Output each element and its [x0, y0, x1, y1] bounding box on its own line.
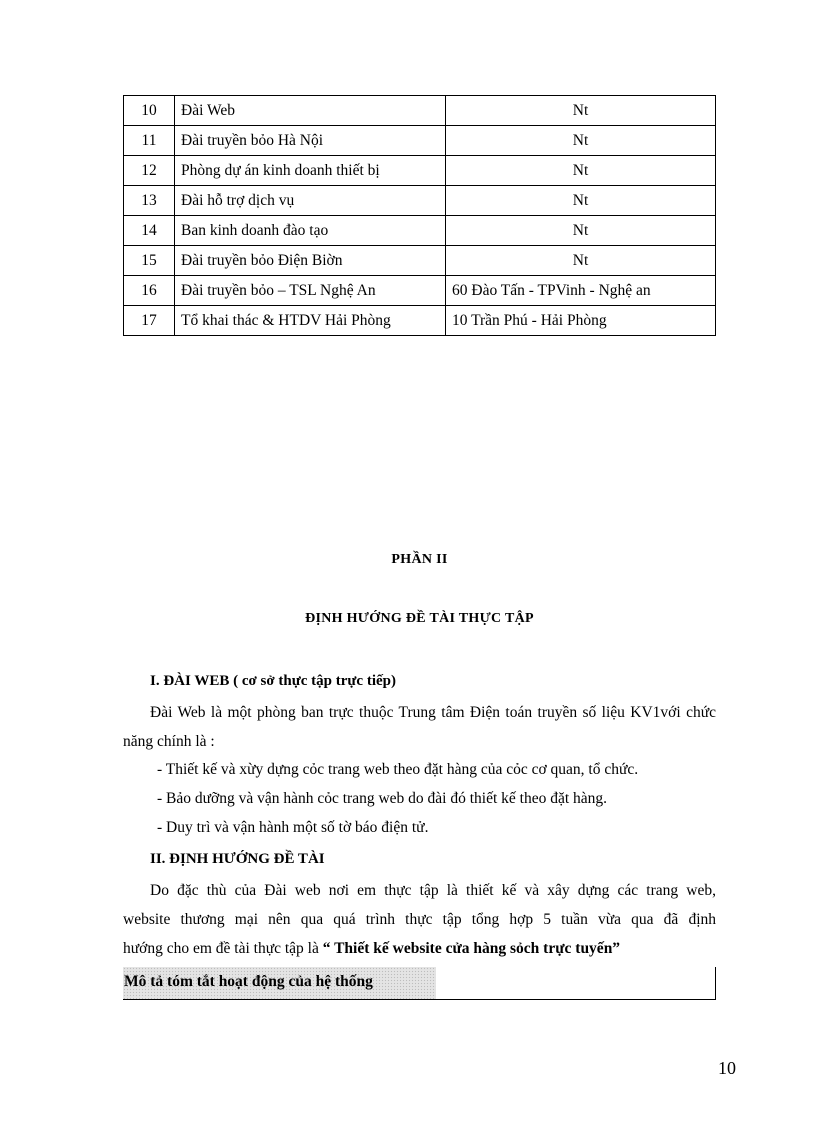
unit-name: Đài Web	[175, 96, 446, 126]
table-row	[124, 276, 716, 306]
paragraph-line: website thương mại nên qua quá trình thực tập tổng hợp 5 tuần vừa qua đã định	[123, 911, 716, 928]
unit-name: Phòng dự án kinh doanh thiết bị	[175, 156, 446, 186]
unit-table	[123, 95, 716, 336]
table-row	[124, 186, 716, 216]
row-number: 12	[124, 156, 175, 186]
unit-name: Ban kinh doanh đào tạo	[175, 216, 446, 246]
part-title: ĐỊNH HƯỚNG ĐỀ TÀI THỰC TẬP	[305, 611, 534, 626]
table-row	[124, 216, 716, 246]
table-row	[124, 96, 716, 126]
unit-address: 60 Đào Tấn - TPVinh - Nghệ an	[446, 276, 716, 306]
unit-name: Đài truyền bỏo Điện Biờn	[175, 246, 446, 276]
unit-table-body	[124, 96, 716, 336]
part-heading: PHẦN II	[391, 552, 448, 567]
section-1-intro	[123, 698, 716, 756]
paragraph-line: Do đặc thù của Đài web nơi em thực tập là thiết kế và xây dựng các trang web,	[150, 882, 716, 899]
unit-name: Tổ khai thác & HTDV Hải Phòng	[175, 306, 446, 336]
bullet-item: - Thiết kế và xừy dựng cỏc trang web theo đặt hàng của cỏc cơ quan, tổ chức.	[157, 761, 639, 778]
summary-heading: Mô tả tóm tắt hoạt động của hệ thống	[124, 973, 373, 990]
row-number: 11	[124, 126, 175, 156]
row-number: 16	[124, 276, 175, 306]
row-number: 10	[124, 96, 175, 126]
unit-address: Nt	[446, 246, 716, 276]
unit-address: Nt	[446, 186, 716, 216]
bullet-item: - Bảo dưỡng và vận hành cỏc trang web do đài đó thiết kế theo đặt hàng.	[157, 790, 608, 807]
thesis-title: “ Thiết kế website cửa hàng sỏch trực tuyến”	[322, 940, 621, 957]
section-2-paragraph	[123, 876, 716, 963]
unit-name: Đài truyền bỏo Hà Nội	[175, 126, 446, 156]
section-1-intro-text: Đài Web là một phòng ban trực thuộc Trung tâm Điện toán truyền số liệu KV1với chức năng chính là :	[123, 704, 716, 750]
row-number: 17	[124, 306, 175, 336]
paragraph-line-text: hướng cho em đề tài thực tập là	[123, 940, 319, 957]
section-1-heading: I. ĐÀI WEB ( cơ sở thực tập trực tiếp)	[150, 673, 396, 689]
unit-address: Nt	[446, 216, 716, 246]
table-row	[124, 246, 716, 276]
bullet-item: - Duy trì và vận hành một số tờ báo điện tử.	[157, 819, 429, 836]
summary-heading-box	[123, 967, 716, 1000]
row-number: 15	[124, 246, 175, 276]
unit-address: Nt	[446, 126, 716, 156]
row-number: 14	[124, 216, 175, 246]
table-row	[124, 126, 716, 156]
unit-address: Nt	[446, 96, 716, 126]
unit-name: Đài truyền bỏo – TSL Nghệ An	[175, 276, 446, 306]
unit-address: 10 Trần Phú - Hải Phòng	[446, 306, 716, 336]
section-2-heading: II. ĐỊNH HƯỚNG ĐỀ TÀI	[150, 851, 325, 867]
row-number: 13	[124, 186, 175, 216]
paragraph-line	[123, 934, 716, 963]
table-row	[124, 156, 716, 186]
unit-name: Đài hỗ trợ dịch vụ	[175, 186, 446, 216]
page-number: 10	[718, 1058, 736, 1078]
unit-address: Nt	[446, 156, 716, 186]
table-row	[124, 306, 716, 336]
